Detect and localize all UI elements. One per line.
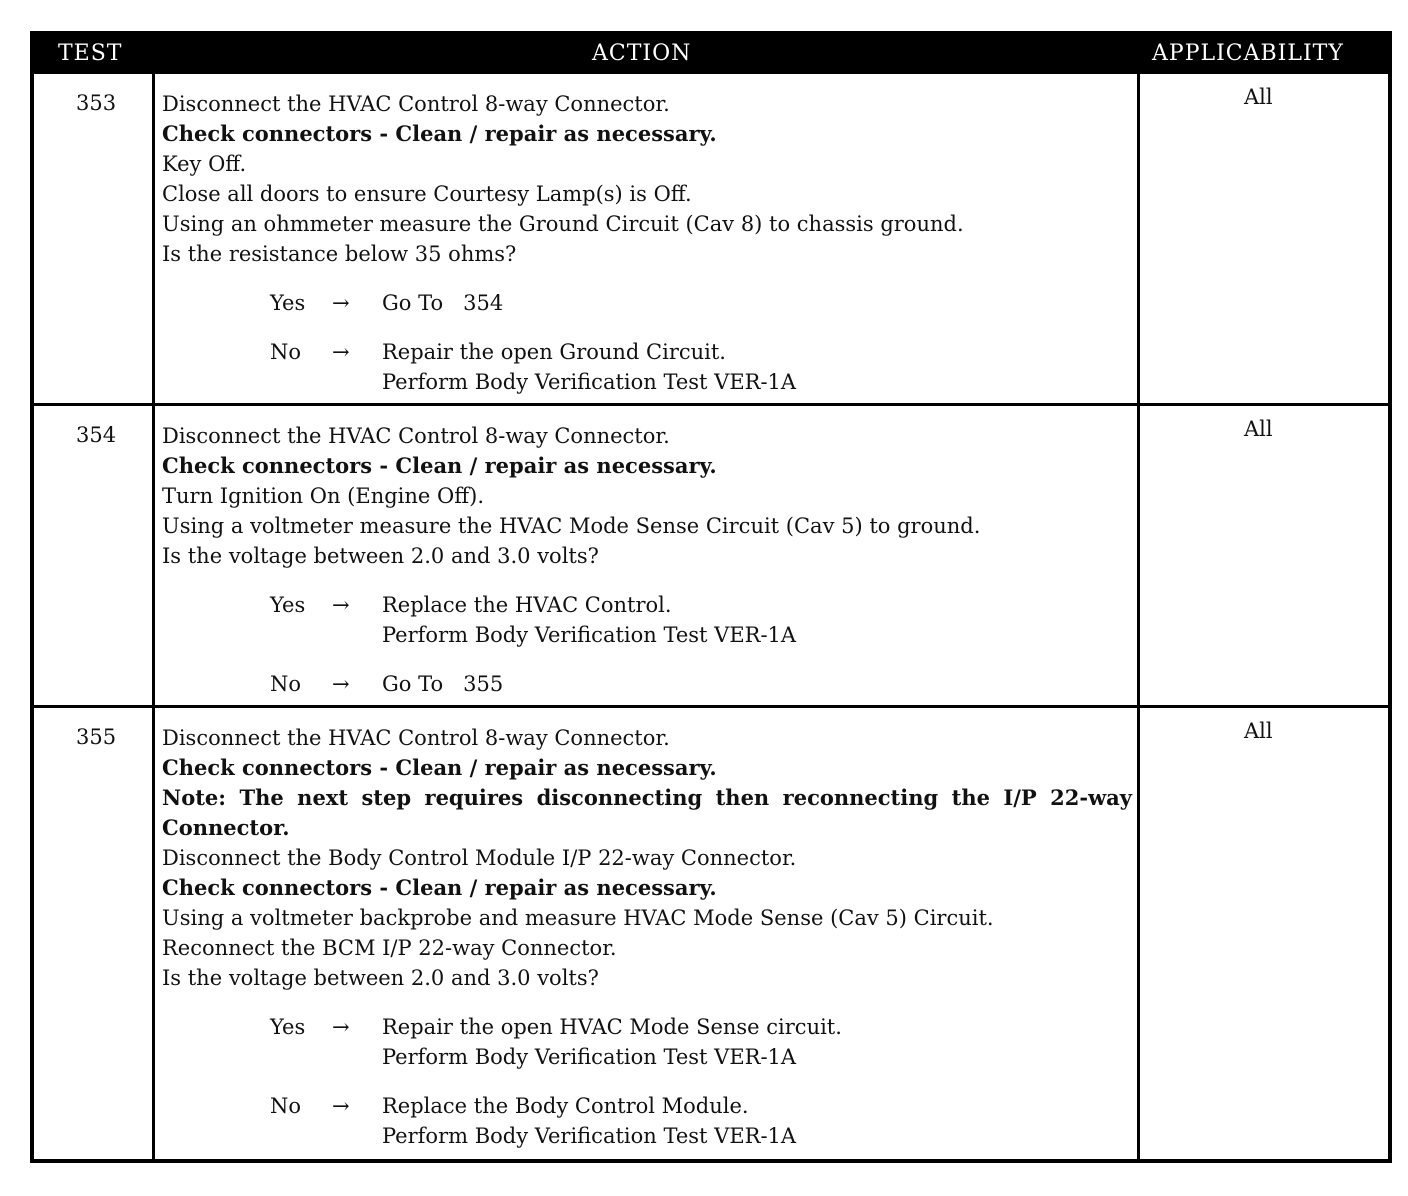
header-applicability: APPLICABILITY [1152, 41, 1344, 66]
applicability-value: All [1244, 85, 1273, 109]
yes-outcome [162, 590, 1132, 650]
result-line: Perform Body Verification Test VER-1A [382, 1124, 797, 1148]
yes-label: Yes [270, 593, 306, 617]
yes-label: Yes [270, 291, 306, 315]
result-line: Go To 354 [382, 291, 504, 315]
action-step-bold: Check connectors - Clean / repair as necessary. [162, 755, 717, 780]
action-step: Is the resistance below 35 ohms? [162, 242, 517, 266]
yes-outcome [162, 1012, 1132, 1072]
diagnostic-test-table [30, 31, 1392, 1163]
action-step: Disconnect the HVAC Control 8-way Connector. [162, 726, 670, 750]
no-result [382, 1091, 796, 1151]
action-step: Key Off. [162, 152, 247, 176]
no-result [382, 669, 503, 699]
table-row [34, 74, 1388, 403]
applicability-value: All [1244, 719, 1273, 743]
no-outcome [162, 1091, 1132, 1151]
action-step: Using a voltmeter measure the HVAC Mode Sense Circuit (Cav 5) to ground. [162, 514, 981, 538]
action-step: Disconnect the HVAC Control 8-way Connector. [162, 92, 670, 116]
action-step: Disconnect the Body Control Module I/P 22-way Connector. [162, 846, 797, 870]
action-steps [162, 89, 1132, 397]
yes-result [382, 288, 503, 318]
header-action: ACTION [592, 41, 692, 66]
action-step: Using a voltmeter backprobe and measure HVAC Mode Sense (Cav 5) Circuit. [162, 906, 994, 930]
no-label: No [270, 672, 302, 696]
arrow-right-icon: → [332, 1015, 350, 1039]
test-number: 355 [76, 725, 117, 749]
no-label: No [270, 340, 302, 364]
action-step: Close all doors to ensure Courtesy Lamp(s) is Off. [162, 182, 692, 206]
arrow-right-icon: → [332, 593, 350, 617]
action-step: Is the voltage between 2.0 and 3.0 volts? [162, 544, 599, 568]
yes-result [382, 1012, 842, 1072]
no-outcome [162, 337, 1132, 397]
result-line: Replace the Body Control Module. [382, 1094, 749, 1118]
action-step-bold: Note: The next step requires disconnecting then reconnecting the I/P 22-way Connector. [162, 785, 1132, 840]
result-line: Perform Body Verification Test VER-1A [382, 370, 797, 394]
result-line: Go To 355 [382, 672, 504, 696]
arrow-right-icon: → [332, 1094, 350, 1118]
action-steps [162, 421, 1132, 699]
result-line: Perform Body Verification Test VER-1A [382, 1045, 797, 1069]
action-steps [162, 723, 1132, 1151]
arrow-right-icon: → [332, 672, 350, 696]
table-header [34, 35, 1388, 74]
no-label: No [270, 1094, 302, 1118]
action-step: Disconnect the HVAC Control 8-way Connector. [162, 424, 670, 448]
test-number: 353 [76, 91, 117, 115]
action-step-bold: Check connectors - Clean / repair as necessary. [162, 121, 717, 146]
yes-result [382, 590, 796, 650]
action-step-bold: Check connectors - Clean / repair as necessary. [162, 875, 717, 900]
result-line: Repair the open Ground Circuit. [382, 340, 726, 364]
yes-outcome [162, 288, 1132, 318]
action-step: Turn Ignition On (Engine Off). [162, 484, 485, 508]
action-step: Reconnect the BCM I/P 22-way Connector. [162, 936, 617, 960]
no-result [382, 337, 796, 397]
table-row [34, 406, 1388, 705]
yes-label: Yes [270, 1015, 306, 1039]
test-number: 354 [76, 423, 117, 447]
no-outcome [162, 669, 1132, 699]
applicability-value: All [1244, 417, 1273, 441]
result-line: Perform Body Verification Test VER-1A [382, 623, 797, 647]
arrow-right-icon: → [332, 291, 350, 315]
header-test: TEST [58, 41, 123, 66]
table-row [34, 708, 1388, 1163]
action-step: Using an ohmmeter measure the Ground Circuit (Cav 8) to chassis ground. [162, 212, 964, 236]
action-step: Is the voltage between 2.0 and 3.0 volts? [162, 966, 599, 990]
arrow-right-icon: → [332, 340, 350, 364]
action-step-bold: Check connectors - Clean / repair as necessary. [162, 453, 717, 478]
result-line: Replace the HVAC Control. [382, 593, 672, 617]
result-line: Repair the open HVAC Mode Sense circuit. [382, 1015, 842, 1039]
